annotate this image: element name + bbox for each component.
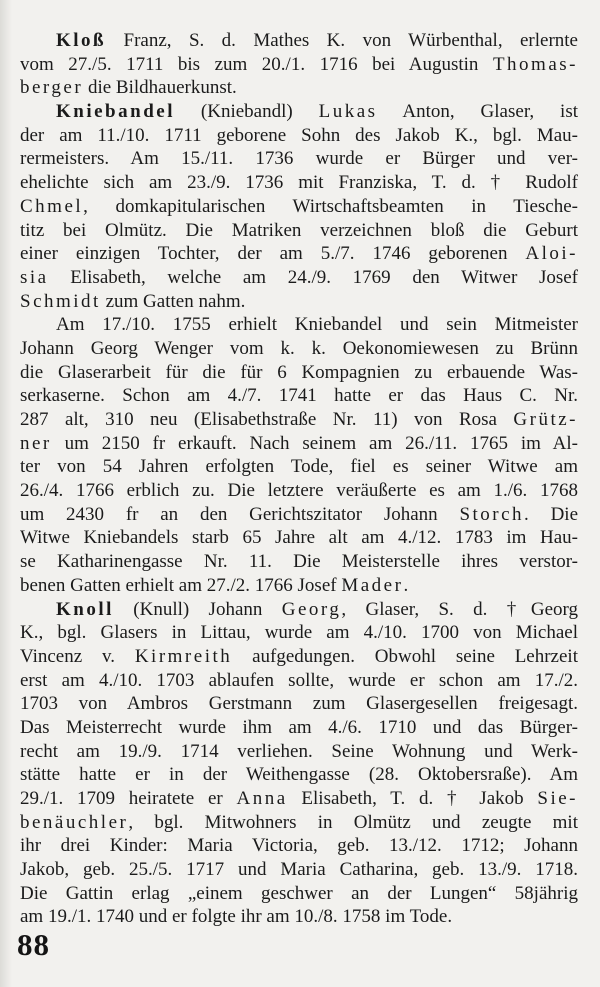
text-line [20, 384, 578, 408]
text-line [20, 337, 578, 361]
text-segment: Elisabeth, T. d. † Jakob [287, 788, 538, 809]
page-left-edge-shadow [0, 0, 12, 987]
text-segment: (Kniebandl) [174, 101, 319, 123]
text-segment: die Glaserarbeit für die für 6 Kompagnien zu erbauende Was- [20, 361, 578, 383]
text-line [20, 905, 578, 929]
text-line [20, 550, 578, 574]
text-segment: erst am 4./10. 1703 ablaufen sollte, wurde er schon am 17./2. [20, 669, 578, 691]
text-segment: , domkapitularischen Wirtschaftsbeamten in Tiesche- [83, 195, 578, 217]
text-line [20, 645, 578, 669]
text-segment: zum Gatten nahm. [100, 290, 246, 312]
text-line [20, 100, 578, 124]
text-segment: Grütz- [513, 409, 578, 430]
text-segment: Anton, Glaser, ist [377, 101, 578, 123]
text-line [20, 787, 578, 811]
text-segment: vom 27./5. 1711 bis zum 20./1. 1716 bei Augustin [20, 53, 493, 75]
text-segment: Anna [236, 788, 288, 809]
text-segment: Sie- [537, 788, 578, 809]
text-line [20, 313, 578, 337]
text-segment: um 2150 fr erkauft. Nach seinem am 26./11. 1765 im Al- [51, 432, 578, 454]
text-line [20, 455, 578, 479]
text-segment: K., bgl. Glasers in Littau, wurde am 4./10. 1700 von Michael [20, 622, 578, 644]
text-segment: Aloi- [525, 243, 578, 265]
text-segment: ter von 54 Jahren erfolgten Tode, fiel es seiner Witwe am [20, 456, 578, 478]
text-segment: Witwe Kniebandels starb 65 Jahre alt am 4./12. 1783 im Hau- [20, 527, 578, 549]
text-segment: Elisabeth, welche am 24./9. 1769 den Witwer Josef [48, 266, 578, 288]
entry-headword: Kloß [56, 30, 107, 51]
text-segment: Kirmreith [134, 645, 233, 667]
text-line [20, 621, 578, 645]
text-line [20, 669, 578, 693]
text-segment: um 2430 fr an den Gerichtszitator Johann [20, 503, 460, 525]
text-line [20, 692, 578, 716]
text-segment: einer einzigen Tochter, der am 5./7. 1746 geborenen [20, 243, 526, 265]
text-line [20, 858, 578, 882]
text-segment: Johann Georg Wenger vom k. k. Oekonomiewesen zu Brünn [20, 337, 578, 359]
text-column [20, 29, 578, 929]
text-line [20, 242, 578, 266]
text-line [20, 716, 578, 740]
text-segment: Vincenz v. [20, 645, 135, 667]
text-segment: rermeisters. Am 15./11. 1736 wurde er Bürger und ver- [20, 148, 578, 170]
text-segment: , bgl. Mitwohners in Olmütz und zeugte mit [128, 811, 578, 833]
text-line [20, 574, 578, 598]
text-line [20, 124, 578, 148]
text-segment: ehelichte sich am 23./9. 1736 mit Franziska, T. d. † Rudolf [20, 172, 578, 194]
text-line [20, 53, 578, 77]
text-segment: Thomas- [492, 53, 578, 75]
text-segment: 29./1. 1709 heiratete er [20, 788, 237, 809]
entry-headword: Kniebandel [56, 101, 175, 123]
text-line [20, 882, 578, 906]
text-segment: Am 17./10. 1755 erhielt Kniebandel und sein Mitmeister [56, 314, 578, 336]
text-segment: ihr drei Kinder: Maria Victoria, geb. 13./12. 1712; Johann [20, 835, 578, 857]
text-segment: stätte hatte er in der Weithengasse (28. Oktobersraße). Am [20, 764, 578, 786]
text-line [20, 29, 578, 53]
text-segment: . Die [524, 503, 578, 525]
text-segment: aufgedungen. Obwohl seine Lehrzeit [232, 645, 578, 667]
text-segment: der am 11./10. 1711 geborene Sohn des Jakob K., bgl. Mau- [20, 124, 578, 146]
text-segment: sia [20, 266, 49, 288]
text-line [20, 598, 578, 622]
text-line [20, 171, 578, 195]
text-line [20, 195, 578, 219]
text-segment: , Glaser, S. d. †Georg [341, 598, 578, 620]
text-segment: (Knull) Johann [113, 598, 282, 620]
text-segment: 26./4. 1766 erblich zu. Die letztere veräußerte es am 1./6. 1768 [20, 480, 578, 502]
text-segment: Schmidt [20, 290, 101, 312]
text-segment: 1703 von Ambros Gerstmann zum Glasergesellen freigesagt. [20, 693, 578, 715]
page-number: 88 [17, 927, 50, 962]
text-segment: Die Gattin erlag „einem geschwer an der Lungen“ 58jährig [20, 882, 578, 904]
text-segment: Mader [341, 574, 404, 596]
text-line [20, 811, 578, 835]
text-segment: am 19./1. 1740 und er folgte ihr am 10./8. 1758 im Tode. [20, 906, 453, 928]
text-line [20, 503, 578, 527]
text-line [20, 432, 578, 456]
text-segment: Storch [459, 503, 525, 525]
text-segment: Lukas [318, 101, 378, 123]
text-segment: benäuchler [20, 811, 129, 833]
text-segment: Georg [281, 598, 342, 620]
text-segment: benen Gatten erhielt am 27./2. 1766 Josef [20, 574, 342, 596]
text-segment: Jakob, geb. 25./5. 1717 und Maria Catharina, geb. 13./9. 1718. [20, 859, 578, 881]
text-line [20, 76, 578, 100]
text-segment: 287 alt, 310 neu (Elisabethstraße Nr. 11) von Rosa [20, 409, 514, 430]
text-line [20, 740, 578, 764]
text-line [20, 479, 578, 503]
text-line [20, 408, 578, 432]
text-segment: Das Meisterrecht wurde ihm am 4./6. 1710 und das Bürger- [20, 716, 578, 738]
text-segment: recht am 19./9. 1714 verliehen. Seine Wohnung und Werk- [20, 740, 578, 762]
text-line [20, 763, 578, 787]
text-segment: ner [20, 432, 52, 454]
text-segment: Franz, S. d. Mathes K. von Würbenthal, erlernte [106, 30, 578, 51]
text-line [20, 290, 578, 314]
text-segment: se Katharinengasse Nr. 11. Die Meisterstelle ihres verstor- [20, 551, 578, 573]
text-line [20, 834, 578, 858]
text-segment: berger [20, 77, 84, 99]
entry-headword: Knoll [56, 598, 114, 620]
text-segment: die Bildhauerkunst. [83, 77, 237, 99]
text-segment: serkaserne. Schon am 4./7. 1741 hatte er das Haus C. Nr. [20, 385, 578, 407]
text-segment: titz bei Olmütz. Die Matriken verzeichnen bloß die Geburt [20, 219, 578, 241]
text-segment: . [403, 574, 409, 596]
text-line [20, 361, 578, 385]
text-line [20, 147, 578, 171]
text-line [20, 526, 578, 550]
text-segment: Chmel [20, 195, 84, 217]
text-line [20, 219, 578, 243]
text-line [20, 266, 578, 290]
